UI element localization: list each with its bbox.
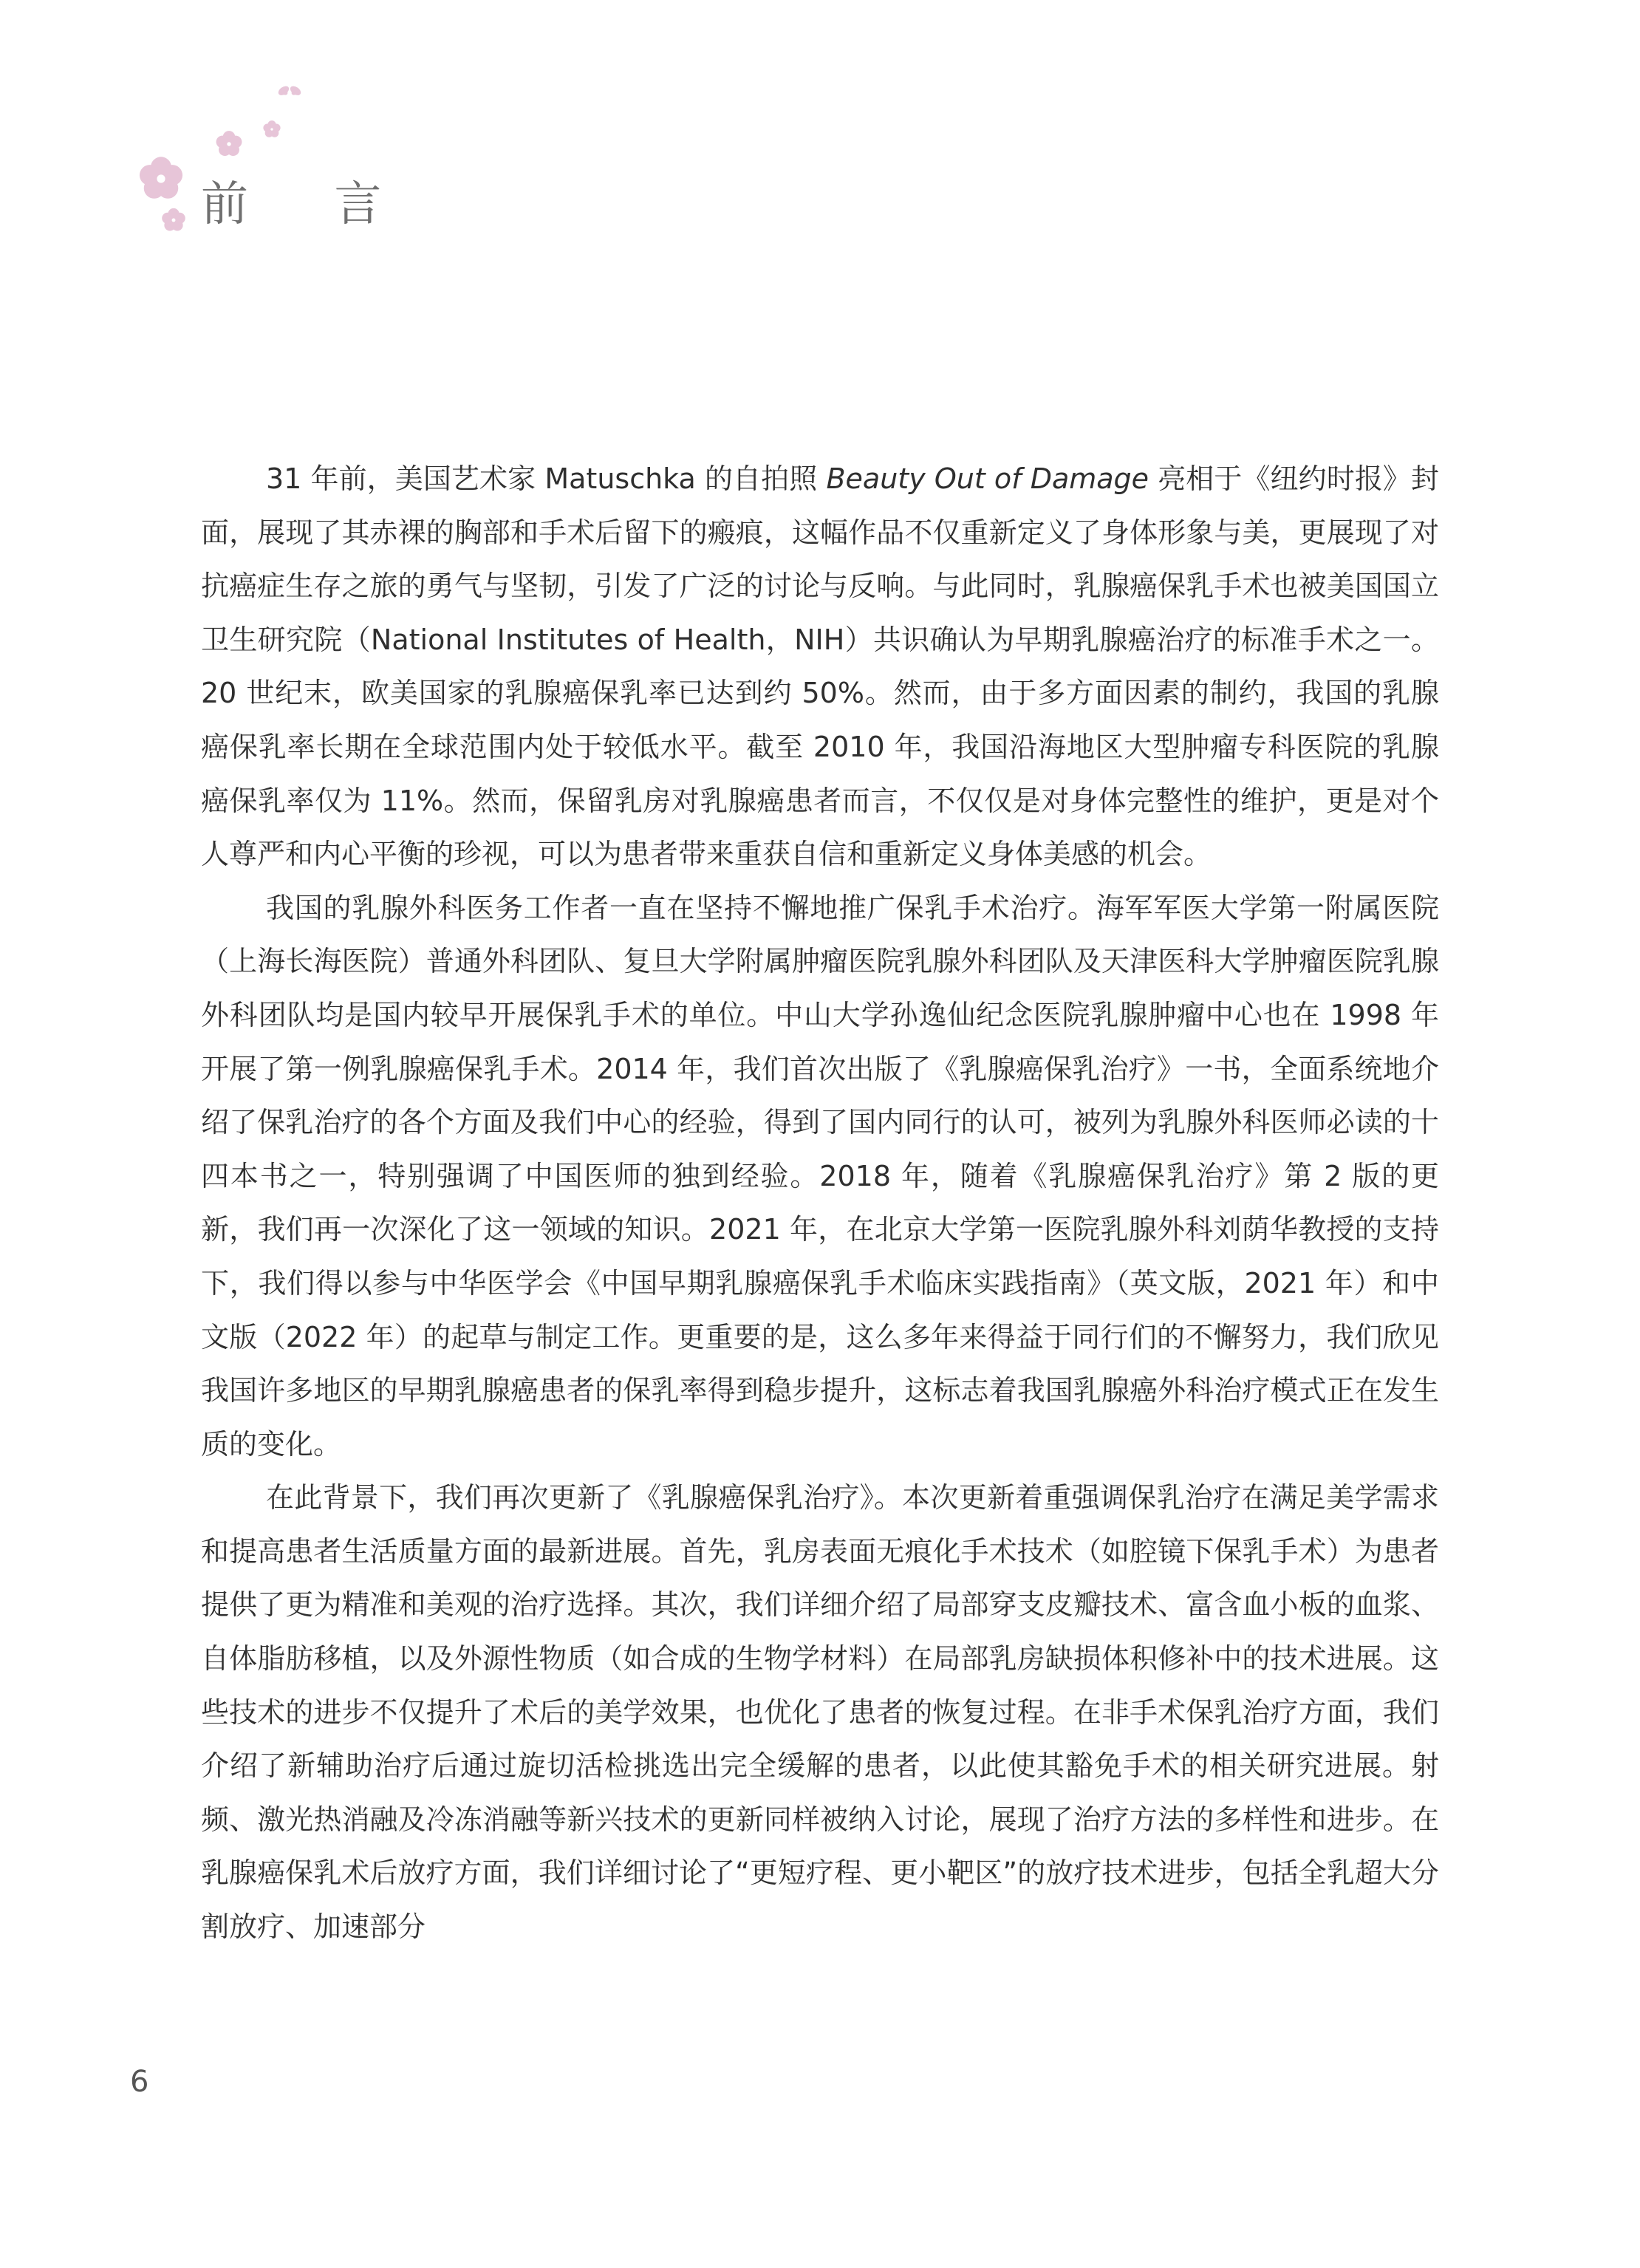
page-number: 6 xyxy=(130,2065,149,2099)
artwork-title: Beauty Out of Damage xyxy=(826,462,1149,495)
page-heading: 前 言 xyxy=(201,177,417,232)
paragraph-1 xyxy=(201,452,1439,881)
body-text xyxy=(201,452,1439,1954)
paragraph-1-lead: 31 年前，美国艺术家 Matuschka 的自拍照 xyxy=(266,462,827,495)
paragraph-1-rest: 亮相于《纽约时报》封面，展现了其赤裸的胸部和手术后留下的瘢痕，这幅作品不仅重新定义了身体形象与美，更展现了对抗癌症生存之旅的勇气与坚韧，引发了广泛的讨论与反响。与此同时，乳腺癌保乳手术也被美国国立卫生研究院（National Institutes of Health，NIH）共识确认为早期乳腺癌治疗的标准手术之一。20 世纪末，欧美国家的乳腺癌保乳率已达到约 50%。然而，由于多方面因素的制约，我国的乳腺癌保乳率长期在全球范围内处于较低水平。截至 2010 年，我国沿海地区大型肿瘤专科医院的乳腺癌保乳率仅为 11%。然而，保留乳房对乳腺癌患者而言，不仅仅是对身体完整性的维护，更是对个人尊严和内心平衡的珍视，可以为患者带来重获自信和重新定义身体美感的机会。 xyxy=(201,462,1439,871)
paragraph-3: 在此背景下，我们再次更新了《乳腺癌保乳治疗》。本次更新着重强调保乳治疗在满足美学需求和提高患者生活质量方面的最新进展。首先，乳房表面无痕化手术技术（如腔镜下保乳手术）为患者提供了更为精准和美观的治疗选择。其次，我们详细介绍了局部穿支皮瓣技术、富含血小板的血浆、自体脂肪移植，以及外源性物质（如合成的生物学材料）在局部乳房缺损体积修补中的技术进展。这些技术的进步不仅提升了术后的美学效果，也优化了患者的恢复过程。在非手术保乳治疗方面，我们介绍了新辅助治疗后通过旋切活检挑选出完全缓解的患者，以此使其豁免手术的相关研究进展。射频、激光热消融及冷冻消融等新兴技术的更新同样被纳入讨论，展现了治疗方法的多样性和进步。在乳腺癌保乳术后放疗方面，我们详细讨论了“更短疗程、更小靶区”的放疗技术进步，包括全乳超大分割放疗、加速部分 xyxy=(201,1481,1439,1944)
paragraph-2: 我国的乳腺外科医务工作者一直在坚持不懈地推广保乳手术治疗。海军军医大学第一附属医院（上海长海医院）普通外科团队、复旦大学附属肿瘤医院乳腺外科团队及天津医科大学肿瘤医院乳腺外科团队均是国内较早开展保乳手术的单位。中山大学孙逸仙纪念医院乳腺肿瘤中心也在 1998 年开展了第一例乳腺癌保乳手术。2014 年，我们首次出版了《乳腺癌保乳治疗》一书，全面系统地介绍了保乳治疗的各个方面及我们中心的经验，得到了国内同行的认可，被列为乳腺外科医师必读的十四本书之一，特别强调了中国医师的独到经验。2018 年，随着《乳腺癌保乳治疗》第 2 版的更新，我们再一次深化了这一领域的知识。2021 年，在北京大学第一医院乳腺外科刘荫华教授的支持下，我们得以参与中华医学会《中国早期乳腺癌保乳手术临床实践指南》（英文版，2021 年）和中文版（2022 年）的起草与制定工作。更重要的是，这么多年来得益于同行们的不懈努力，我们欣见我国许多地区的早期乳腺癌患者的保乳率得到稳步提升，这标志着我国乳腺癌外科治疗模式正在发生质的变化。 xyxy=(201,891,1439,1461)
